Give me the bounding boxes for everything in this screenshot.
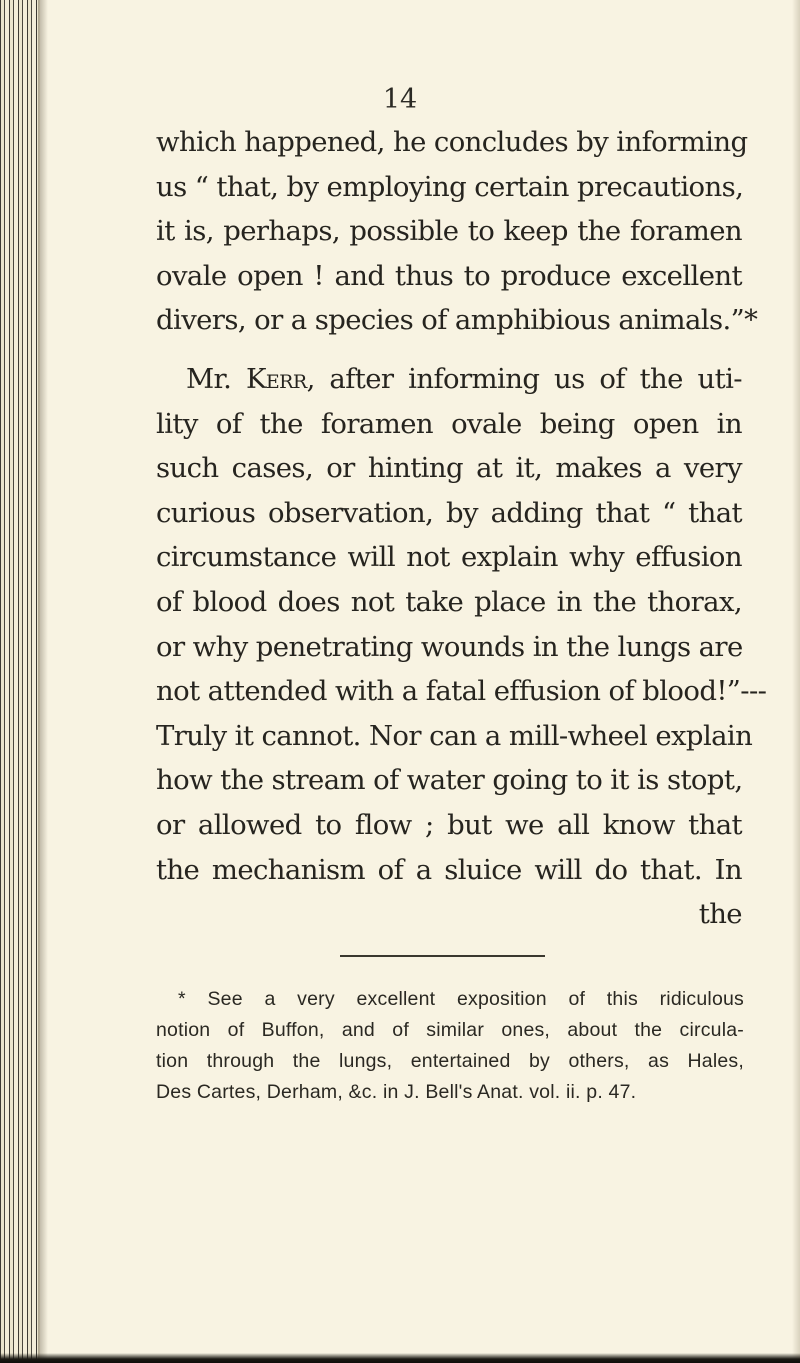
- binding-shadow: [38, 0, 48, 1363]
- text-line: Truly it cannot. Nor can a mill-wheel explain: [156, 719, 753, 752]
- page-binding: [0, 0, 40, 1363]
- first-line-rest: after informing us of the uti-: [314, 362, 742, 395]
- text-line: us “ that, by employing certain precautions,: [156, 170, 744, 203]
- catchword: the: [698, 898, 742, 931]
- footnote-line: Des Cartes, Derham, &c. in J. Bell's Anat. vol. ii. p. 47.: [156, 1081, 637, 1103]
- text-line: such cases, or hinting at it, makes a very: [156, 452, 742, 485]
- text-line: or why penetrating wounds in the lungs are: [156, 630, 743, 663]
- text-line: lity of the foramen ovale being open in: [156, 407, 742, 440]
- text-line: divers, or a species of amphibious animals.”*: [156, 304, 758, 337]
- paragraph-gap: [156, 343, 742, 357]
- text-line: or allowed to flow ; but we all know that: [156, 808, 742, 841]
- footnote-line: tion through the lungs, entertained by others, as Hales,: [156, 1050, 744, 1072]
- page-number: 14: [382, 84, 418, 115]
- footnote-line: * See a very excellent exposition of this ridiculous: [178, 988, 744, 1010]
- text-line: curious observation, by adding that “ that: [156, 496, 742, 529]
- footnote-rule: [340, 955, 545, 957]
- text-line: which happened, he concludes by informing: [156, 126, 748, 158]
- paragraph-first-line: [156, 357, 742, 402]
- title-prefix: Mr.: [186, 362, 246, 395]
- body-text: [156, 120, 767, 937]
- text-line: of blood does not take place in the thorax,: [156, 585, 742, 618]
- author-name: Kerr,: [245, 362, 315, 395]
- text-line: circumstance will not explain why effusion: [156, 541, 742, 574]
- text-line: how the stream of water going to it is stopt,: [156, 764, 743, 797]
- page-edge: [792, 0, 800, 1363]
- page-bottom-edge: [0, 1353, 800, 1363]
- footnote-line: notion of Buffon, and of similar ones, about the circula-: [156, 1019, 744, 1041]
- text-line: the mechanism of a sluice will do that. In: [156, 853, 742, 886]
- footnote: [156, 984, 744, 1108]
- text-line: ovale open ! and thus to produce excellent: [156, 259, 742, 292]
- text-line: not attended with a fatal effusion of blood!”---: [156, 675, 767, 708]
- text-line: it is, perhaps, possible to keep the foramen: [156, 215, 742, 248]
